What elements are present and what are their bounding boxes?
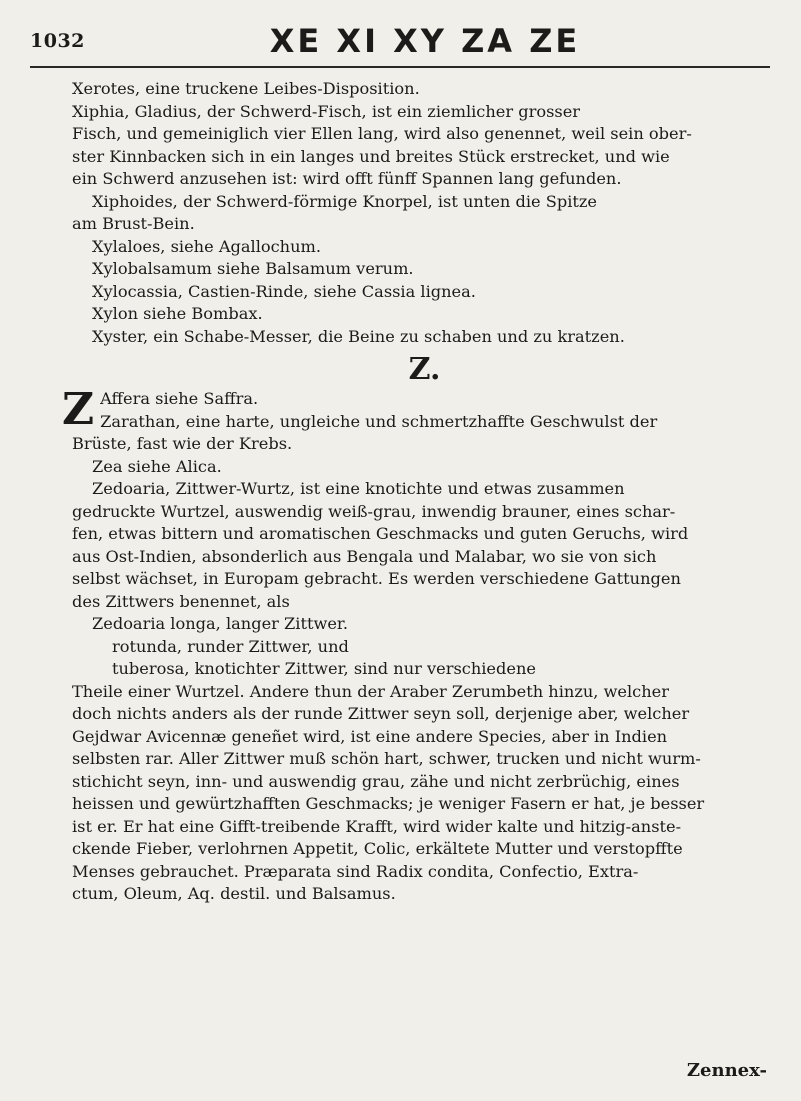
entry-xiphia-line4: ein Schwerd anzusehen ist: wird offt fünff Spannen lang gefunden. (72, 169, 622, 188)
entry-xiphoides-line2: am Brust-Bein. (72, 214, 195, 233)
entry-xyster: Xyster, ein Schabe-Messer, die Beine zu schaben und zu kratzen. (92, 326, 625, 346)
entry-zaffera-text: Affera siehe Saffra. (100, 389, 259, 408)
entry-zedoaria-line4: aus Ost-Indien, absonderlich aus Bengala und Malabar, wo sie von sich (72, 546, 657, 566)
entry-tuberosa-line4: Gejdwar Avicennæ geneñet wird, ist eine andere Species, aber in Indien (72, 726, 668, 746)
entry-xylon: Xylon siehe Bombax. (92, 304, 263, 323)
entry-tuberosa-line1: tuberosa, knotichter Zittwer, sind nur verschiedene (112, 659, 536, 678)
entry-tuberosa-line5: selbsten rar. Aller Zittwer muß schön hart, schwer, trucken und nicht wurm- (72, 749, 701, 768)
entry-zedoaria-line5: selbst wächset, in Europam gebracht. Es werden verschiedene Gattungen (72, 569, 681, 588)
entry-zedoaria-line6: des Zittwers benennet, als (72, 591, 290, 611)
entry-xiphoides-line1: Xiphoides, der Schwerd-förmige Knorpel, ist unten die Spitze (92, 191, 598, 211)
entry-zarathan-line2: Brüste, fast wie der Krebs. (72, 434, 293, 453)
entry-xiphia-line2: Fisch, und gemeiniglich vier Ellen lang, wird also genennet, weil sein ober- (72, 124, 692, 143)
page-body (62, 78, 777, 906)
drop-cap-letter: Z (62, 384, 95, 435)
entry-zedoaria-line3: fen, etwas bittern und aromatischen Geschmacks und guten Geruchs, wird (72, 524, 689, 543)
entry-tuberosa-line2: Theile einer Wurtzel. Andere thun der Araber Zerumbeth hinzu, welcher (72, 681, 669, 701)
header-rule (30, 66, 770, 68)
entry-tuberosa-line8: ist er. Er hat eine Gifft-treibende Krafft, wird wider kalte und hitzig-anste- (72, 816, 682, 836)
page-number: 1032 (30, 30, 85, 52)
page-header (30, 18, 760, 62)
entry-zedoaria-rotunda: rotunda, runder Zittwer, und (112, 636, 349, 656)
section-letter-heading: Z. (408, 352, 441, 387)
entry-tuberosa-line9: ckende Fieber, verlohrnen Appetit, Colic, erkältete Mutter und verstopffte (72, 839, 683, 858)
catchword: Zennex- (686, 1060, 767, 1081)
entry-tuberosa-line6: stichicht seyn, inn- und auswendig grau, zähe und nicht zerbrüchig, eines (72, 771, 680, 791)
entry-zedoaria-longa: Zedoaria longa, langer Zittwer. (92, 614, 349, 633)
entry-xylocassia: Xylocassia, Castien-Rinde, siehe Cassia lignea. (92, 281, 476, 301)
entry-xiphia-line1: Xiphia, Gladius, der Schwerd-Fisch, ist ein ziemlicher grosser (72, 101, 581, 121)
entry-xylaloes: Xylaloes, siehe Agallochum. (92, 236, 322, 256)
entry-zedoaria-line2: gedruckte Wurtzel, auswendig weiß-grau, inwendig brauner, eines schar- (72, 501, 676, 521)
entry-xylobalsamum: Xylobalsamum siehe Balsamum verum. (92, 259, 414, 278)
entry-xiphia-line3: ster Kinnbacken sich in ein langes und breites Stück erstrecket, und wie (72, 146, 670, 166)
running-head: XE XI XY ZA ZE (269, 22, 581, 60)
entry-tuberosa-line10: Menses gebrauchet. Præparata sind Radix condita, Confectio, Extra- (72, 861, 639, 881)
entry-tuberosa-line7: heissen und gewürtzhafften Geschmacks; je weniger Fasern er hat, je besser (72, 794, 705, 813)
entry-tuberosa-line11: ctum, Oleum, Aq. destil. und Balsamus. (72, 884, 396, 903)
entry-xerotes: Xerotes, eine truckene Leibes-Disposition. (72, 79, 420, 98)
entry-zea: Zea siehe Alica. (92, 456, 222, 476)
entry-tuberosa-line3: doch nichts anders als der runde Zittwer seyn soll, derjenige aber, welcher (72, 704, 690, 723)
entry-zarathan-line1: Zarathan, eine harte, ungleiche und schmertzhaffte Geschwulst der (100, 411, 658, 431)
entry-zedoaria-line1: Zedoaria, Zittwer-Wurtz, ist eine knotichte und etwas zusammen (92, 479, 625, 498)
